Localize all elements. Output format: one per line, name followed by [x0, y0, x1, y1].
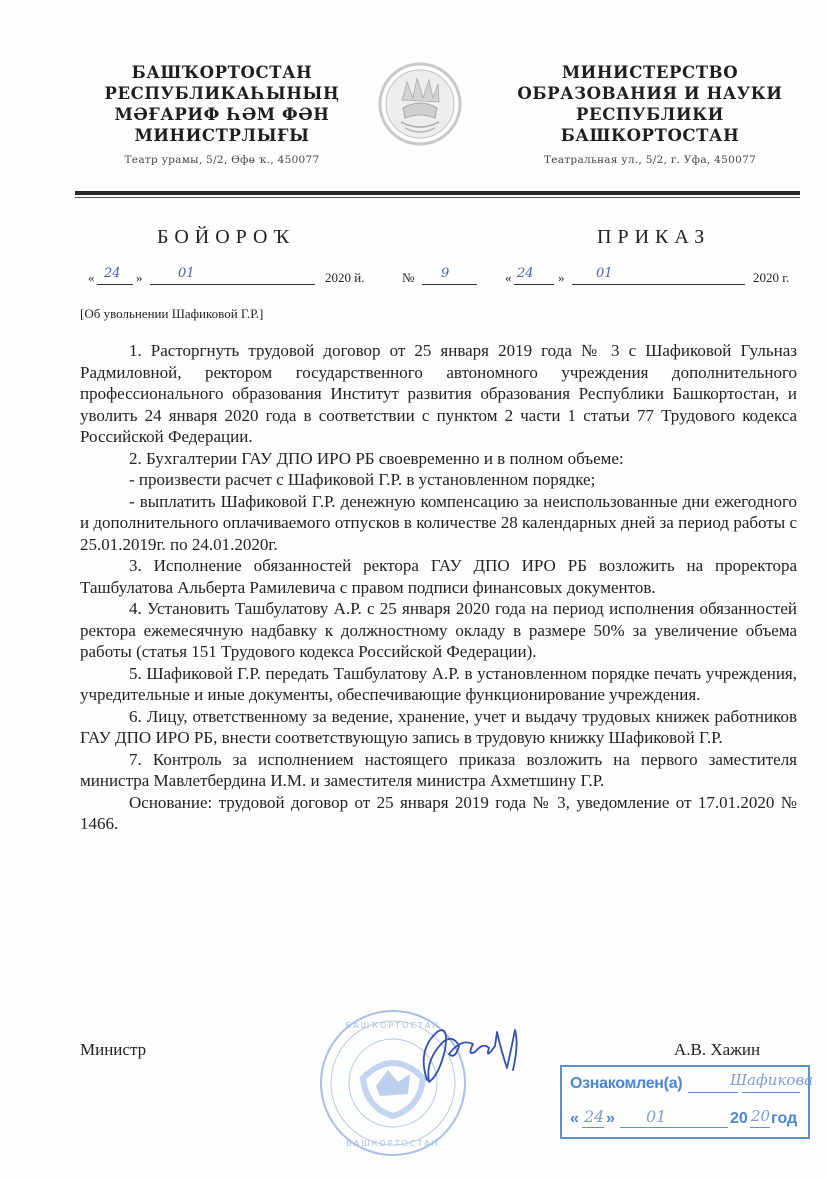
stamp-year-prefix: 20 — [730, 1110, 748, 1127]
signatory-role: Министр — [80, 1040, 147, 1059]
stamp-signature-underline — [688, 1092, 738, 1093]
header-divider-thick — [75, 191, 800, 195]
header-right-title: МИНИСТЕРСТВО ОБРАЗОВАНИЯ И НАУКИ РЕСПУБЛИКИ БАШКОРТОСТАН — [517, 63, 783, 145]
date-right-day: 24 — [517, 266, 534, 281]
signatory-name: А.В. Хажин — [674, 1040, 761, 1059]
header-left-title: БАШҠОРТОСТАН РЕСПУБЛИКАҺЫНЫҢ МӘҒАРИФ ҺӘМ ФӘН МИНИСТРЛЫҒЫ — [104, 63, 340, 145]
date-left-month: 01 — [178, 266, 195, 281]
svg-text:БАШКОРТОСТАН: БАШКОРТОСТАН — [346, 1139, 440, 1148]
coat-of-arms-icon — [377, 60, 463, 148]
date-left-year: 2020 й. — [325, 270, 365, 285]
paragraph-6: 6. Лицу, ответственному за ведение, хранение, учет и выдачу трудовых книжек работников ГАУ ДПО ИРО РБ, внести соответствующую запись в трудовую книжку Шафиковой Г.Р. — [80, 706, 797, 747]
svg-text:БАШҠОРТОСТАН: БАШҠОРТОСТАН — [345, 1021, 441, 1030]
date-right-open-quote: « — [505, 270, 512, 285]
paragraph-5: 5. Шафиковой Г.Р. передать Ташбулатову А.Р. в установленном порядке печать учреждения, учредительные и иные документы, обеспечивающие функционирование учреждения. — [80, 663, 797, 704]
order-number-label: № — [402, 270, 415, 285]
handwritten-signature-icon — [415, 1020, 530, 1090]
doc-type-russian: ПРИКАЗ — [597, 226, 711, 248]
date-left-day: 24 — [104, 266, 121, 281]
date-right-month: 01 — [596, 266, 613, 281]
date-left-month-underline — [150, 270, 315, 285]
paragraph-3: 3. Исполнение обязанностей ректора ГАУ ДПО ИРО РБ возложить на проректора Ташбулатова Альберта Рамилевича с правом подписи финансовых документов. — [80, 556, 797, 597]
paragraph-basis: Основание: трудовой договор от 25 января 2019 года № 3, уведомление от 17.01.2020 № 1466. — [80, 792, 797, 833]
date-right-year: 2020 г. — [753, 270, 790, 285]
order-number: 9 — [441, 266, 450, 281]
date-left-close-quote: » — [136, 270, 143, 285]
stamp-open-quote: « — [570, 1110, 579, 1127]
stamp-name-underline — [742, 1092, 800, 1093]
header-right-address: Театральная ул., 5/2, г. Уфа, 450077 — [543, 154, 757, 166]
header-left-address: Театр урамы, 5/2, Өфө ҡ., 450077 — [124, 154, 320, 166]
stamp-year-suffix: 20 — [751, 1107, 771, 1125]
date-right-close-quote: » — [558, 270, 565, 285]
paragraph-2: 2. Бухгалтерии ГАУ ДПО ИРО РБ своевременно и в полном объеме: — [129, 448, 624, 468]
order-number-underline — [422, 270, 477, 285]
order-subject: [Об увольнении Шафиковой Г.Р.] — [80, 306, 264, 321]
paragraph-2-item-1: - произвести расчет с Шафиковой Г.Р. в установленном порядке; — [129, 470, 596, 489]
stamp-day-underline — [582, 1127, 604, 1128]
paragraph-7: 7. Контроль за исполнением настоящего приказа возложить на первого заместителя министра Мавлетбердина И.М. и заместителя министра Ахметшину Г.Р. — [80, 749, 797, 790]
stamp-day: 24 — [584, 1107, 605, 1126]
doc-type-bashkir: БОЙОРОҠ — [157, 226, 296, 248]
stamp-year-underline — [750, 1127, 770, 1128]
header-right — [510, 62, 790, 166]
acknowledgement-stamp — [560, 1065, 814, 1139]
stamp-handwritten-name: Шафикова — [730, 1071, 814, 1089]
paragraph-2-item-2: - выплатить Шафиковой Г.Р. денежную компенсацию за неиспользованные дни ежегодного и дополнительного оплачиваемого отпусков в количестве 28 календарных дней за период работы с 25.01.2019г. по 24.01.2020г. — [80, 491, 797, 554]
date-left-open-quote: « — [88, 270, 95, 285]
header-left — [82, 62, 362, 166]
stamp-acknowledged-label: Ознакомлен(а) — [570, 1075, 683, 1092]
order-body — [80, 340, 797, 835]
stamp-year-word: год — [771, 1110, 798, 1127]
header-divider-thin — [75, 197, 800, 198]
stamp-month: 01 — [646, 1107, 667, 1126]
stamp-month-underline — [620, 1127, 728, 1128]
paragraph-1: 1. Расторгнуть трудовой договор от 25 января 2019 года № 3 с Шафиковой Гульназ Радмиловной, ректором государственного автономного учреждения дополнительного профессионального образования Институт развития образования Республики Башкортостан, и уволить 24 января 2020 года в соответствии с пунктом 2 части 1 статьи 77 Трудового кодекса Российской Федерации. — [80, 341, 797, 446]
paragraph-4: 4. Установить Ташбулатову А.Р. с 25 января 2020 года на период исполнения обязанностей ректора ежемесячную надбавку к должностному окладу в размере 50% за увеличение объема работы (статья 151 Трудового кодекса Российской Федерации). — [80, 599, 797, 661]
stamp-close-quote: » — [606, 1110, 615, 1127]
